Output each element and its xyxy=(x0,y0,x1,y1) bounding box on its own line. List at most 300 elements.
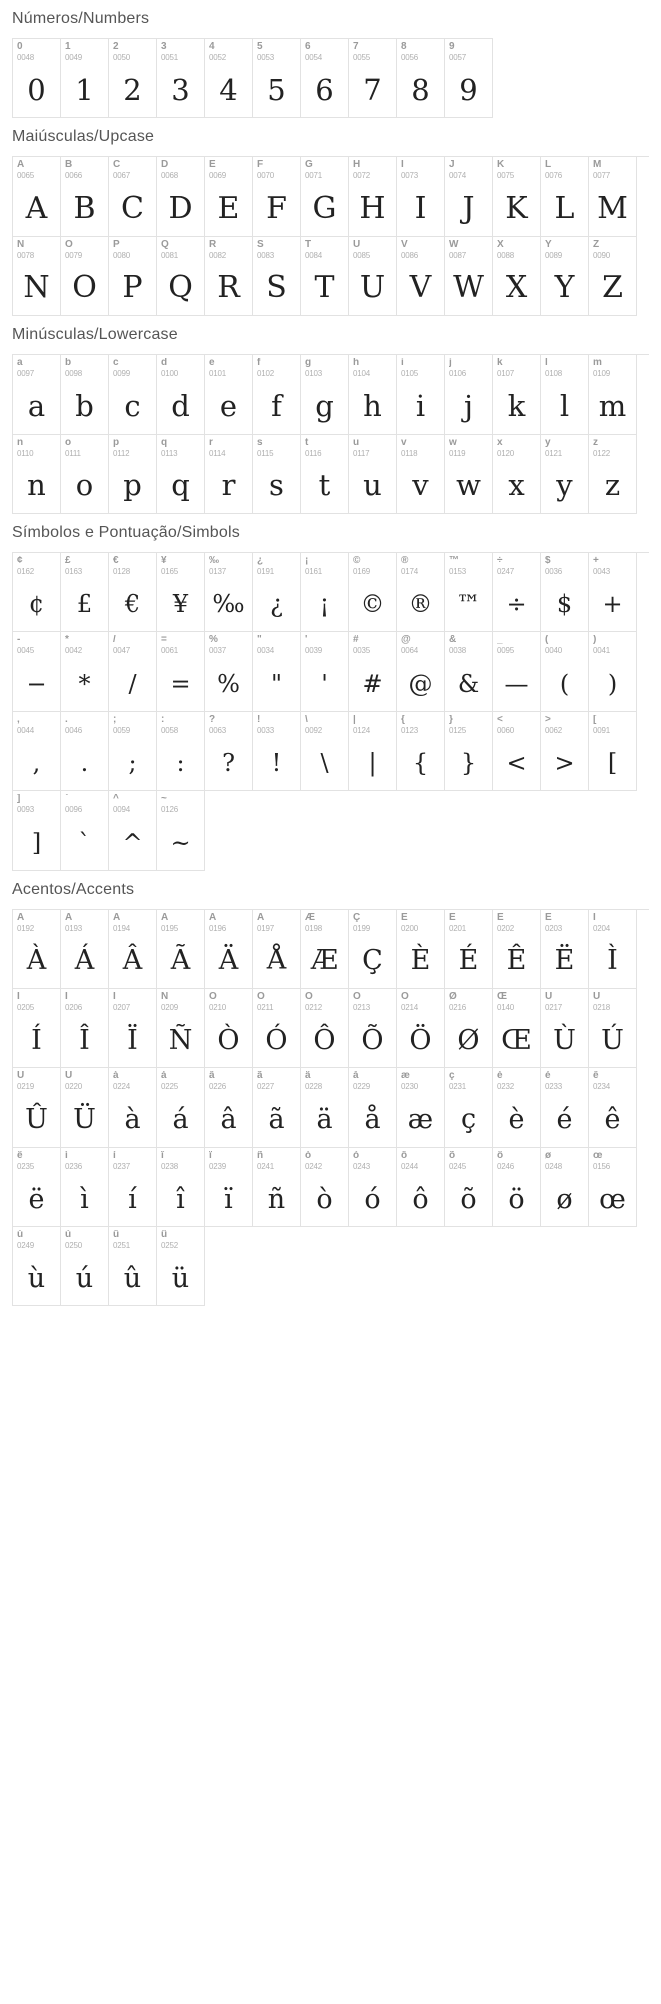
glyph-cell[interactable] xyxy=(109,712,157,791)
glyph-code: 0220 xyxy=(65,1082,82,1092)
glyph-cell[interactable] xyxy=(157,632,205,711)
glyph-cell[interactable] xyxy=(253,237,301,316)
glyph-cell[interactable] xyxy=(61,1227,109,1306)
glyph-cell[interactable] xyxy=(589,1068,637,1147)
glyph-section xyxy=(12,524,649,871)
glyph-cell[interactable] xyxy=(397,237,445,316)
glyph-char-label: ‰ xyxy=(209,555,219,566)
glyph-cell[interactable] xyxy=(493,1148,541,1227)
glyph-meta xyxy=(61,157,108,181)
glyph-cell[interactable] xyxy=(301,39,349,118)
glyph-char-label: û xyxy=(113,1230,120,1241)
glyph-char-label: é xyxy=(545,1071,551,1082)
glyph-cell[interactable] xyxy=(541,1068,589,1147)
glyph-cell[interactable] xyxy=(253,1148,301,1227)
glyph-cell[interactable] xyxy=(541,237,589,316)
glyph-cell[interactable] xyxy=(397,1068,445,1147)
glyph-cell[interactable] xyxy=(589,435,637,514)
glyph-cell[interactable] xyxy=(13,435,61,514)
glyph-cell[interactable] xyxy=(541,435,589,514)
glyph-code: 0239 xyxy=(209,1161,226,1171)
glyph-cell[interactable] xyxy=(493,237,541,316)
glyph-preview: ¿ xyxy=(270,590,283,619)
glyph-preview: ã xyxy=(268,1104,285,1136)
glyph-meta xyxy=(397,553,444,577)
glyph-cell[interactable] xyxy=(253,712,301,791)
glyph-meta xyxy=(301,1148,348,1172)
glyph-char-label: ö xyxy=(497,1150,504,1161)
glyph-code: 0110 xyxy=(17,448,34,458)
glyph-char-label: Å xyxy=(257,912,265,923)
glyph-char-label: æ xyxy=(401,1071,410,1082)
glyph-cell[interactable] xyxy=(109,1227,157,1306)
glyph-cell[interactable] xyxy=(493,632,541,711)
glyph-char-label: h xyxy=(353,358,360,369)
glyph-cell[interactable] xyxy=(253,553,301,632)
glyph-cell[interactable] xyxy=(589,632,637,711)
glyph-preview: È xyxy=(410,945,431,977)
glyph-cell[interactable] xyxy=(61,237,109,316)
glyph-cell[interactable] xyxy=(445,632,493,711)
glyph-code: 0202 xyxy=(497,923,514,933)
glyph-char-label: = xyxy=(161,635,167,646)
glyph-cell[interactable] xyxy=(61,553,109,632)
glyph-char-label: Î xyxy=(65,991,68,1002)
glyph-cell[interactable] xyxy=(445,435,493,514)
glyph-cell[interactable] xyxy=(397,989,445,1068)
glyph-cell[interactable] xyxy=(157,791,205,870)
glyph-cell[interactable] xyxy=(13,553,61,632)
glyph-cell[interactable] xyxy=(13,910,61,989)
glyph-cell[interactable] xyxy=(541,355,589,434)
glyph-code: 0122 xyxy=(593,448,610,458)
glyph-cell[interactable] xyxy=(205,553,253,632)
glyph-cell[interactable] xyxy=(445,237,493,316)
glyph-cell[interactable] xyxy=(205,355,253,434)
glyph-preview: Ô xyxy=(313,1024,336,1056)
glyph-code: 0065 xyxy=(17,171,34,181)
glyph-cell[interactable] xyxy=(445,1068,493,1147)
glyph-cell[interactable] xyxy=(301,989,349,1068)
glyph-char-label: I xyxy=(401,160,404,171)
glyph-cell[interactable] xyxy=(205,712,253,791)
glyph-meta xyxy=(13,632,60,656)
glyph-cell[interactable] xyxy=(301,157,349,236)
glyph-cell[interactable] xyxy=(13,39,61,118)
glyph-meta xyxy=(349,435,396,459)
glyph-cell[interactable] xyxy=(397,1148,445,1227)
glyph-char-label: P xyxy=(113,239,120,250)
glyph-cell[interactable] xyxy=(397,632,445,711)
glyph-cell[interactable] xyxy=(493,989,541,1068)
glyph-char-label: > xyxy=(545,714,551,725)
glyph-code: 0212 xyxy=(305,1002,322,1012)
glyph-cell[interactable] xyxy=(157,1148,205,1227)
glyph-cell[interactable] xyxy=(13,1148,61,1227)
glyph-code: 0230 xyxy=(401,1082,418,1092)
glyph-char-label: Ø xyxy=(449,991,457,1002)
glyph-cell[interactable] xyxy=(589,157,637,236)
glyph-cell[interactable] xyxy=(589,355,637,434)
glyph-preview: Â xyxy=(122,945,143,977)
glyph-cell[interactable] xyxy=(205,989,253,1068)
glyph-cell[interactable] xyxy=(493,712,541,791)
glyph-preview: j xyxy=(464,389,473,424)
glyph-code: 0075 xyxy=(497,171,514,181)
glyph-cell[interactable] xyxy=(61,1068,109,1147)
glyph-meta xyxy=(109,989,156,1013)
glyph-meta xyxy=(109,1068,156,1092)
glyph-char-label: Œ xyxy=(497,991,507,1002)
glyph-cell[interactable] xyxy=(349,910,397,989)
glyph-cell[interactable] xyxy=(253,355,301,434)
glyph-cell[interactable] xyxy=(349,712,397,791)
glyph-cell[interactable] xyxy=(157,157,205,236)
glyph-cell[interactable] xyxy=(541,989,589,1068)
glyph-char-label: ã xyxy=(257,1071,263,1082)
glyph-meta xyxy=(397,39,444,63)
glyph-cell[interactable] xyxy=(13,1227,61,1306)
glyph-char-label: É xyxy=(449,912,456,923)
glyph-meta xyxy=(493,632,540,656)
glyph-cell[interactable] xyxy=(205,39,253,118)
glyph-meta xyxy=(301,989,348,1013)
glyph-cell[interactable] xyxy=(13,237,61,316)
glyph-meta xyxy=(493,355,540,379)
glyph-cell[interactable] xyxy=(253,39,301,118)
glyph-cell[interactable] xyxy=(445,39,493,118)
glyph-preview: N xyxy=(23,270,50,306)
glyph-cell[interactable] xyxy=(349,355,397,434)
glyph-cell[interactable] xyxy=(445,157,493,236)
glyph-cell[interactable] xyxy=(349,39,397,118)
glyph-cell[interactable] xyxy=(397,355,445,434)
glyph-cell[interactable] xyxy=(157,1068,205,1147)
glyph-meta xyxy=(157,1227,204,1251)
glyph-preview: ú xyxy=(75,1262,94,1294)
glyph-meta xyxy=(253,39,300,63)
glyph-cell[interactable] xyxy=(493,1068,541,1147)
glyph-code: 0081 xyxy=(161,250,178,260)
glyph-cell[interactable] xyxy=(541,712,589,791)
glyph-meta xyxy=(253,237,300,261)
glyph-cell[interactable] xyxy=(349,435,397,514)
glyph-char-label: y xyxy=(545,437,551,448)
glyph-code: 0156 xyxy=(593,1161,610,1171)
glyph-cell[interactable] xyxy=(109,553,157,632)
glyph-meta xyxy=(493,712,540,736)
glyph-char-label: J xyxy=(449,160,455,171)
glyph-cell[interactable] xyxy=(61,1148,109,1227)
glyph-cell[interactable] xyxy=(301,1148,349,1227)
glyph-cell[interactable] xyxy=(445,355,493,434)
glyph-char-label: Ò xyxy=(209,991,217,1002)
glyph-meta xyxy=(253,355,300,379)
glyph-code: 0096 xyxy=(65,805,82,815)
glyph-char-label: õ xyxy=(449,1150,456,1161)
glyph-char-label: 5 xyxy=(257,42,263,52)
glyph-char-label: W xyxy=(449,239,459,250)
glyph-cell[interactable] xyxy=(301,435,349,514)
glyph-preview: 2 xyxy=(123,72,142,107)
glyph-cell[interactable] xyxy=(349,989,397,1068)
glyph-cell[interactable] xyxy=(253,157,301,236)
glyph-code: 0036 xyxy=(545,566,562,576)
glyph-preview: G xyxy=(312,190,337,226)
glyph-cell[interactable] xyxy=(589,237,637,316)
glyph-char-label: [ xyxy=(593,714,597,725)
glyph-cell[interactable] xyxy=(589,1148,637,1227)
glyph-char-label: Í xyxy=(17,991,20,1002)
glyph-preview: \ xyxy=(320,749,329,778)
glyph-cell[interactable] xyxy=(109,910,157,989)
glyph-cell[interactable] xyxy=(589,553,637,632)
glyph-cell[interactable] xyxy=(301,632,349,711)
glyph-preview: t xyxy=(318,468,331,503)
glyph-cell[interactable] xyxy=(109,1068,157,1147)
glyph-meta xyxy=(589,553,636,577)
glyph-cell[interactable] xyxy=(13,355,61,434)
glyph-meta xyxy=(349,157,396,181)
glyph-char-label: Ì xyxy=(593,912,596,923)
glyph-cell[interactable] xyxy=(13,157,61,236)
glyph-preview: ì xyxy=(80,1183,89,1215)
glyph-char-label: ë xyxy=(17,1150,23,1161)
glyph-cell[interactable] xyxy=(349,1068,397,1147)
glyph-cell[interactable] xyxy=(61,435,109,514)
glyph-char-label: Ä xyxy=(209,912,217,923)
glyph-preview: æ xyxy=(407,1104,434,1136)
glyph-cell[interactable] xyxy=(61,989,109,1068)
glyph-char-label: ê xyxy=(593,1071,599,1082)
glyph-char-label: ó xyxy=(353,1150,360,1161)
glyph-cell[interactable] xyxy=(445,712,493,791)
glyph-cell[interactable] xyxy=(397,39,445,118)
glyph-code: 0112 xyxy=(113,448,130,458)
glyph-cell[interactable] xyxy=(109,39,157,118)
glyph-meta xyxy=(157,237,204,261)
glyph-cell[interactable] xyxy=(301,1068,349,1147)
glyph-cell[interactable] xyxy=(301,355,349,434)
glyph-preview: ê xyxy=(604,1104,621,1136)
glyph-preview: H xyxy=(359,190,386,226)
glyph-cell[interactable] xyxy=(61,355,109,434)
glyph-code: 0040 xyxy=(545,646,562,656)
glyph-cell[interactable] xyxy=(253,1068,301,1147)
glyph-cell[interactable] xyxy=(109,989,157,1068)
glyph-cell[interactable] xyxy=(157,989,205,1068)
glyph-cell[interactable] xyxy=(589,989,637,1068)
glyph-cell[interactable] xyxy=(205,157,253,236)
glyph-cell[interactable] xyxy=(493,553,541,632)
glyph-cell[interactable] xyxy=(349,553,397,632)
glyph-cell[interactable] xyxy=(253,435,301,514)
glyph-cell[interactable] xyxy=(493,910,541,989)
glyph-cell[interactable] xyxy=(301,910,349,989)
glyph-cell[interactable] xyxy=(13,791,61,870)
glyph-preview: V xyxy=(409,270,432,306)
glyph-code: 0074 xyxy=(449,171,466,181)
glyph-cell[interactable] xyxy=(109,791,157,870)
glyph-preview: g xyxy=(315,389,334,424)
glyph-cell[interactable] xyxy=(157,712,205,791)
glyph-char-label: ¥ xyxy=(161,555,167,566)
glyph-meta xyxy=(109,1227,156,1251)
glyph-cell[interactable] xyxy=(157,39,205,118)
glyph-code: 0070 xyxy=(257,171,274,181)
glyph-code: 0053 xyxy=(257,53,274,62)
glyph-cell[interactable] xyxy=(205,1068,253,1147)
glyph-char-label: : xyxy=(161,714,165,725)
glyph-char-label: 0 xyxy=(17,42,23,52)
glyph-cell[interactable] xyxy=(397,553,445,632)
glyph-cell[interactable] xyxy=(61,632,109,711)
glyph-cell[interactable] xyxy=(109,1148,157,1227)
glyph-preview: [ xyxy=(607,749,618,778)
glyph-preview: Œ xyxy=(501,1024,532,1056)
glyph-cell[interactable] xyxy=(397,910,445,989)
glyph-cell[interactable] xyxy=(589,712,637,791)
glyph-meta xyxy=(13,1068,60,1092)
glyph-char-label: O xyxy=(65,239,73,250)
glyph-char-label: b xyxy=(65,358,72,369)
glyph-cell[interactable] xyxy=(61,910,109,989)
glyph-cell[interactable] xyxy=(13,632,61,711)
glyph-char-label: Ã xyxy=(161,912,169,923)
glyph-meta xyxy=(589,712,636,736)
glyph-preview: Ä xyxy=(218,945,239,977)
glyph-meta xyxy=(541,632,588,656)
glyph-code: 0109 xyxy=(593,369,610,379)
glyph-cell[interactable] xyxy=(205,1148,253,1227)
glyph-cell[interactable] xyxy=(253,989,301,1068)
glyph-cell[interactable] xyxy=(349,157,397,236)
glyph-cell[interactable] xyxy=(157,910,205,989)
glyph-cell[interactable] xyxy=(157,355,205,434)
glyph-meta xyxy=(205,39,252,63)
glyph-char-label: ] xyxy=(17,794,21,805)
glyph-char-label: r xyxy=(209,437,213,448)
glyph-code: 0033 xyxy=(257,725,274,735)
glyph-cell[interactable] xyxy=(205,910,253,989)
glyph-cell[interactable] xyxy=(493,157,541,236)
glyph-cell[interactable] xyxy=(109,355,157,434)
glyph-cell[interactable] xyxy=(541,910,589,989)
glyph-code: 0103 xyxy=(305,369,322,379)
glyph-cell[interactable] xyxy=(253,632,301,711)
glyph-cell[interactable] xyxy=(301,553,349,632)
glyph-cell[interactable] xyxy=(109,157,157,236)
glyph-cell[interactable] xyxy=(589,910,637,989)
glyph-char-label: ¿ xyxy=(257,555,264,566)
glyph-cell[interactable] xyxy=(301,712,349,791)
glyph-preview: . xyxy=(80,749,89,778)
glyph-meta xyxy=(205,632,252,656)
glyph-meta xyxy=(13,39,60,63)
glyph-cell[interactable] xyxy=(109,435,157,514)
glyph-preview: b xyxy=(75,389,94,424)
glyph-preview: í xyxy=(128,1183,137,1215)
glyph-cell[interactable] xyxy=(541,632,589,711)
glyph-code: 0091 xyxy=(593,725,610,735)
glyph-cell[interactable] xyxy=(61,157,109,236)
glyph-meta xyxy=(61,1068,108,1092)
glyph-meta xyxy=(253,632,300,656)
glyph-cell[interactable] xyxy=(445,553,493,632)
glyph-cell[interactable] xyxy=(61,39,109,118)
glyph-cell[interactable] xyxy=(301,237,349,316)
glyph-code: 0229 xyxy=(353,1082,370,1092)
glyph-char-label: d xyxy=(161,358,168,369)
glyph-cell[interactable] xyxy=(493,355,541,434)
glyph-cell[interactable] xyxy=(13,1068,61,1147)
glyph-preview: k xyxy=(507,389,526,424)
glyph-code: 0227 xyxy=(257,1082,274,1092)
glyph-cell[interactable] xyxy=(493,435,541,514)
glyph-code: 0207 xyxy=(113,1002,130,1012)
glyph-cell[interactable] xyxy=(205,632,253,711)
glyph-cell[interactable] xyxy=(445,910,493,989)
glyph-meta xyxy=(157,553,204,577)
glyph-cell[interactable] xyxy=(397,712,445,791)
glyph-char-label: 3 xyxy=(161,42,167,52)
glyph-code: 0083 xyxy=(257,250,274,260)
glyph-char-label: i xyxy=(401,358,404,369)
glyph-code: 0077 xyxy=(593,171,610,181)
glyph-code: 0213 xyxy=(353,1002,370,1012)
glyph-cell[interactable] xyxy=(541,1148,589,1227)
glyph-cell[interactable] xyxy=(157,435,205,514)
glyph-cell[interactable] xyxy=(109,632,157,711)
glyph-code: 0196 xyxy=(209,923,226,933)
glyph-meta xyxy=(253,712,300,736)
glyph-cell[interactable] xyxy=(397,435,445,514)
glyph-preview: L xyxy=(554,190,575,226)
glyph-cell[interactable] xyxy=(205,435,253,514)
glyph-char-label: á xyxy=(161,1071,167,1082)
glyph-cell[interactable] xyxy=(397,157,445,236)
glyph-cell[interactable] xyxy=(61,791,109,870)
glyph-meta xyxy=(205,237,252,261)
glyph-preview: ü xyxy=(171,1262,190,1294)
glyph-meta xyxy=(13,1148,60,1172)
glyph-cell[interactable] xyxy=(205,237,253,316)
glyph-cell[interactable] xyxy=(541,157,589,236)
glyph-preview: 6 xyxy=(315,72,334,107)
glyph-cell[interactable] xyxy=(349,1148,397,1227)
glyph-cell[interactable] xyxy=(109,237,157,316)
glyph-meta xyxy=(301,237,348,261)
glyph-cell[interactable] xyxy=(445,1148,493,1227)
glyph-cell[interactable] xyxy=(13,712,61,791)
glyph-cell[interactable] xyxy=(445,989,493,1068)
glyph-cell[interactable] xyxy=(157,553,205,632)
glyph-cell[interactable] xyxy=(541,553,589,632)
glyph-meta xyxy=(205,355,252,379)
glyph-char-label: K xyxy=(497,160,505,171)
glyph-cell[interactable] xyxy=(157,237,205,316)
glyph-char-label: # xyxy=(353,635,359,646)
glyph-code: 0042 xyxy=(65,646,82,656)
glyph-cell[interactable] xyxy=(13,989,61,1068)
glyph-meta xyxy=(445,910,492,934)
glyph-cell[interactable] xyxy=(349,632,397,711)
glyph-cell[interactable] xyxy=(349,237,397,316)
glyph-cell[interactable] xyxy=(253,910,301,989)
glyph-char-label: ' xyxy=(305,635,308,646)
glyph-cell[interactable] xyxy=(61,712,109,791)
glyph-cell[interactable] xyxy=(157,1227,205,1306)
